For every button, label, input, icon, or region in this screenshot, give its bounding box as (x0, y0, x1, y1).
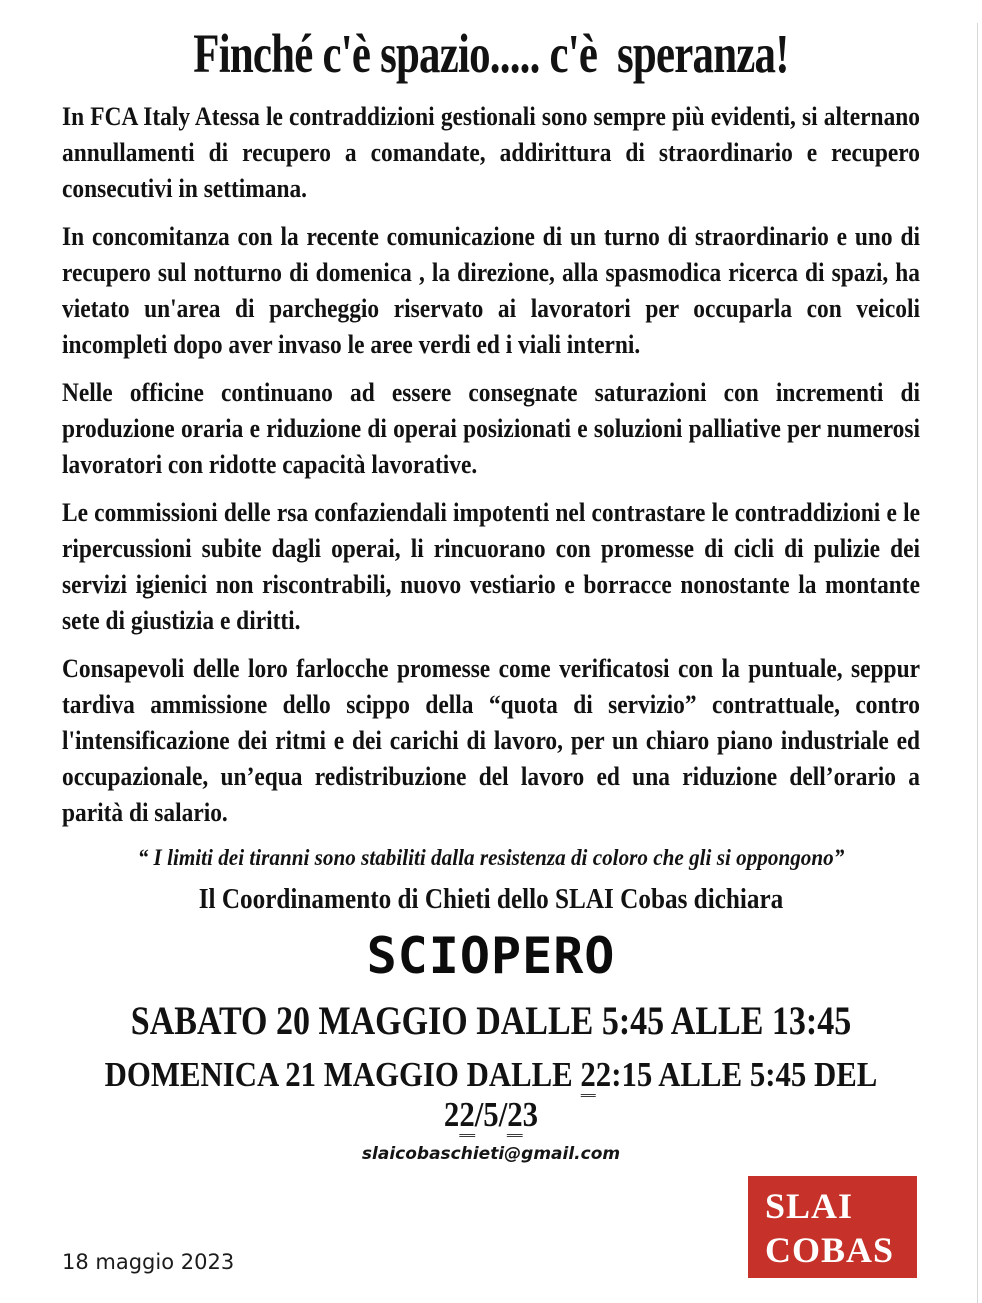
slai-cobas-logo (748, 1176, 917, 1278)
body-paragraphs (62, 99, 920, 831)
quote-line: “ I limiti dei tiranni sono stabiliti dalla resistenza di coloro che gli si oppongono” (137, 845, 845, 870)
strike-date-saturday: SABATO 20 MAGGIO DALLE 5:45 ALLE 13:45 (130, 998, 852, 1043)
paragraph-fca-atessa: In FCA Italy Atessa le contraddizioni gestionali sono sempre più evidenti, si alternano annullamenti di recupero a comandate, addirittura di straordinario e recupero consecutivi in settimana. (62, 102, 920, 203)
paragraph-promesse: Consapevoli delle loro farlocche promesse come verificatosi con la puntuale, seppur tardiva ammissione dello scippo della “quota di servizio” contrattuale, contro l'intensificazione dei ritmi e dei carichi di lavoro, per un chiaro piano industriale ed occupazionale, un’equa redistribuzione del lavoro ed una riduzione dell’orario a parità di salario. (62, 654, 920, 827)
paragraph-commissioni-rsa: Le commissioni delle rsa confaziendali impotenti nel contrastare le contraddizioni e le ripercussioni subite dagli operai, li rincuorano con promesse di cicli di pulizie dei servizi igienici non riscontrabili, nuovo vestiario e borracce nonostante la montante sete di giustizia e diritti. (62, 498, 920, 635)
contact-email: slaicobaschieti@gmail.com (361, 1144, 621, 1164)
scan-edge-line (977, 23, 978, 1303)
flyer-page (0, 23, 982, 1303)
paragraph-saturazioni: Nelle officine continuano ad essere consegnate saturazioni con incrementi di produzione oraria e riduzione di operai posizionati e soluzioni palliative per numerosi lavoratori con ridotte capacità lavorative. (62, 378, 920, 479)
flyer-title: Finché c'è spazio..... c'è speranza! (193, 23, 789, 84)
logo-line-slai: SLAI (765, 1186, 854, 1226)
logo-line-cobas: COBAS (765, 1230, 895, 1270)
declaration-line: Il Coordinamento di Chieti dello SLAI Cobas dichiara (198, 884, 784, 915)
footer-date: 18 maggio 2023 (62, 1250, 235, 1274)
paragraph-parcheggio: In concomitanza con la recente comunicazione di un turno di straordinario e uno di recupero sul notturno di domenica , la direzione, alla spasmodica ricerca di spazi, ha vietato un'area di parcheggio riservato ai lavoratori per occuparla con veicoli incompleti dopo aver invaso le aree verdi ed i viali interni. (62, 222, 920, 359)
strike-headline: SCIOPERO (366, 927, 616, 985)
strike-date-sunday: DOMENICA 21 MAGGIO DALLE 22:15 ALLE 5:45 DEL 22/5/23 (59, 1055, 923, 1135)
